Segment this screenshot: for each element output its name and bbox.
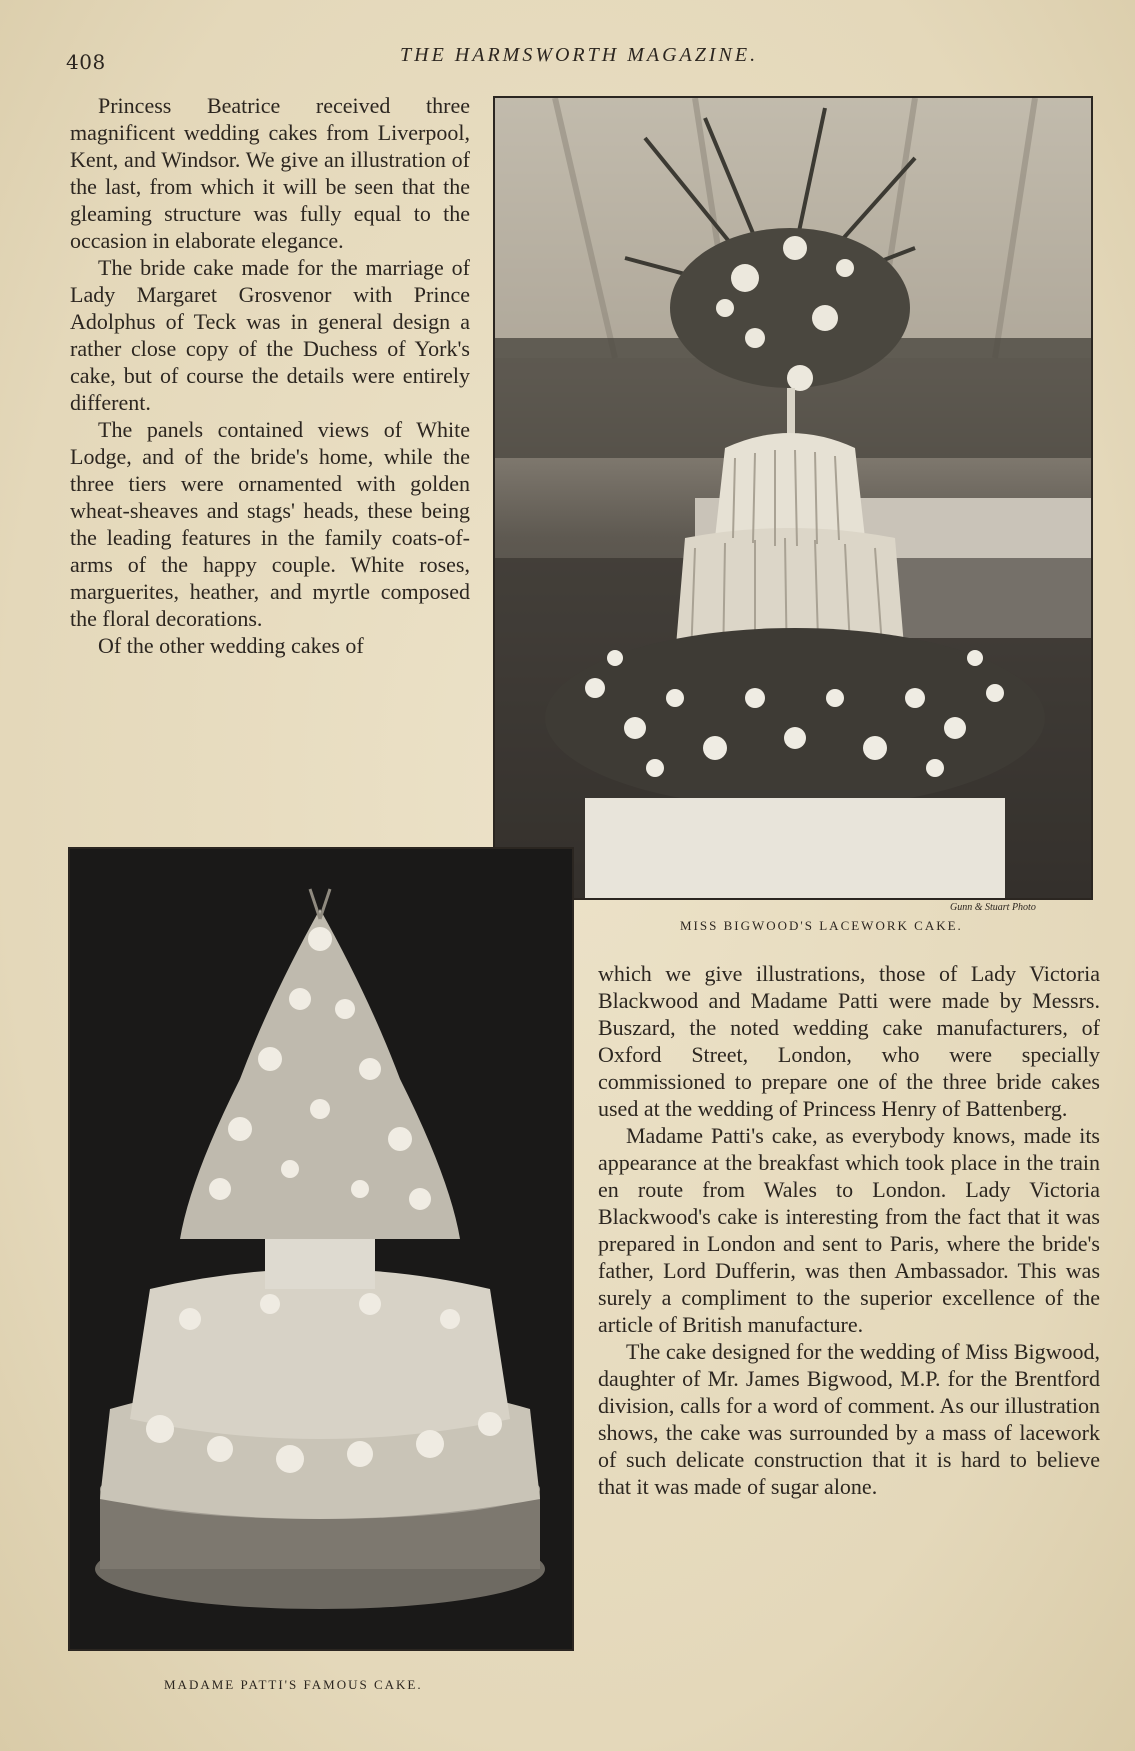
photo-credit: Gunn & Stuart Photo — [950, 902, 1036, 913]
running-head: THE HARMSWORTH MAGAZINE. — [400, 44, 759, 66]
right-text-column — [598, 960, 1100, 1500]
paragraph: Of the other wedding cakes of — [98, 633, 364, 658]
page-number: 408 — [66, 50, 106, 74]
patti-cake-caption: MADAME PATTI'S FAMOUS CAKE. — [164, 1677, 423, 1692]
lacework-cake-photo — [493, 96, 1093, 900]
paragraph: Princess Beatrice received three magnificent wedding cakes from Liverpool, Kent, and Windsor. We give an illustration of the last, from which it will be seen that the gleaming structure was fully equal to the occasion in elaborate elegance. — [70, 93, 470, 253]
lacework-cake-caption: MISS BIGWOOD'S LACEWORK CAKE. — [680, 918, 963, 933]
paragraph: The cake designed for the wedding of Miss Bigwood, daughter of Mr. James Bigwood, M.P. for the Brentford division, calls for a word of comment. As our illustration shows, the cake was surrounded by a mass of lacework of such delicate construction that it is hard to believe that it was made of sugar alone. — [598, 1339, 1100, 1499]
paragraph: The bride cake made for the marriage of Lady Margaret Grosvenor with Prince Adolphus of Teck was in general design a rather close copy of the Duchess of York's cake, but of course the details were entirely different. — [70, 255, 470, 415]
paragraph: which we give illustrations, those of Lady Victoria Blackwood and Madame Patti were made by Messrs. Buszard, the noted wedding cake manufacturers, of Oxford Street, London, who were specially commissioned to prepare one of the three bride cakes used at the wedding of Princess Henry of Battenberg. — [598, 961, 1100, 1121]
paragraph: The panels contained views of White Lodge, and of the bride's home, while the three tiers were ornamented with golden wheat-sheaves and stags' heads, these being the leading features in the family coats-of-arms of the happy couple. White roses, marguerites, heather, and myrtle composed the floral decorations. — [70, 417, 470, 631]
patti-cake-photo — [68, 847, 574, 1651]
paragraph: Madame Patti's cake, as everybody knows, made its appearance at the breakfast which took place in the train en route from Wales to London. Lady Victoria Blackwood's cake is interesting from the fact that it was prepared in London and sent to Paris, where the bride's father, Lord Dufferin, was then Ambassador. This was surely a compliment to the superior excellence of the article of British manufacture. — [598, 1123, 1100, 1337]
left-text-column — [70, 92, 470, 659]
